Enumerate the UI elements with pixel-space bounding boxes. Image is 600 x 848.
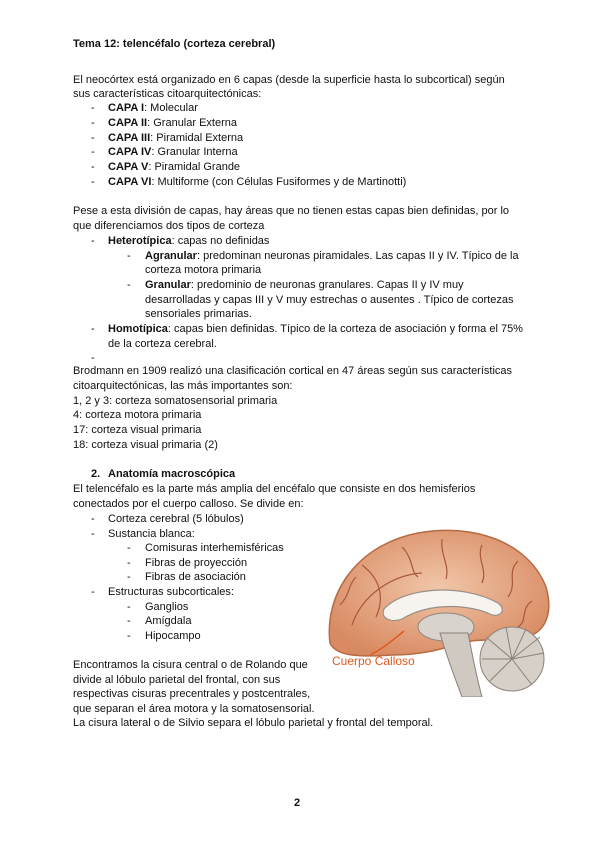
figure-label: Cuerpo Calloso [332, 654, 415, 668]
list-bullet: - [91, 235, 95, 247]
brodmann-area: 18: corteza visual primaria (2) [73, 439, 218, 451]
list-item: CAPA II: Granular Externa [108, 117, 237, 129]
list-item: Hipocampo [145, 630, 201, 642]
granular-line-3: sensoriales primarias. [145, 308, 252, 320]
list-item: CAPA V: Piramidal Grande [108, 161, 241, 173]
list-bullet: - [91, 176, 95, 188]
empty-bullet: - [91, 352, 95, 364]
list-bullet: - [91, 132, 95, 144]
rolando-line: La cisura lateral o de Silvio separa el lóbulo parietal y frontal del temporal. [73, 717, 434, 729]
list-bullet: - [127, 542, 131, 554]
heterotipica-item: Heterotípica: capas no definidas [108, 235, 270, 247]
list-item: Fibras de proyección [145, 557, 248, 569]
section2-line-2: conectados por el cuerpo calloso. Se divide en: [73, 498, 304, 510]
agranular-item: Agranular: predominan neuronas piramidales. Las capas II y IV. Típico de la [145, 250, 519, 262]
list-item: Corteza cerebral (5 lóbulos) [108, 513, 244, 525]
section-heading: Anatomía macroscópica [108, 468, 236, 480]
list-bullet: - [127, 571, 131, 583]
brodmann-area: 17: corteza visual primaria [73, 424, 202, 436]
list-bullet: - [127, 630, 131, 642]
intro-line-1: El neocórtex está organizado en 6 capas (desde la superficie hasta lo subcortical) según [73, 74, 505, 86]
list-item: Fibras de asociación [145, 571, 246, 583]
brodmann-line-2: citoarquitectónicas, las más importantes son: [73, 380, 293, 392]
list-bullet: - [127, 601, 131, 613]
list-item: Amígdala [145, 615, 192, 627]
granular-item: Granular: predominio de neuronas granulares. Capas II y IV muy [145, 279, 464, 291]
list-bullet: - [127, 557, 131, 569]
list-bullet: - [91, 528, 95, 540]
page-title: Tema 12: telencéfalo (corteza cerebral) [73, 38, 276, 50]
homotipica-line-2: de la corteza cerebral. [108, 338, 217, 350]
list-item: Ganglios [145, 601, 189, 613]
list-item: Sustancia blanca: [108, 528, 195, 540]
page-number: 2 [294, 797, 301, 809]
list-bullet: - [91, 161, 95, 173]
rolando-line: Encontramos la cisura central o de Rolando que [73, 659, 308, 671]
rolando-line: respectivas cisuras precentrales y postcentrales, [73, 688, 311, 700]
granular-line-2: desarrolladas y capas III y V muy estrechas o ausentes . Típico de cortezas [145, 294, 514, 306]
rolando-line: divide al lóbulo parietal del frontal, con sus [73, 674, 281, 686]
list-bullet: - [127, 615, 131, 627]
list-item: CAPA III: Piramidal Externa [108, 132, 244, 144]
intro-line-2: sus características citoarquitectónicas: [73, 88, 262, 100]
brodmann-line-1: Brodmann en 1909 realizó una clasificación cortical en 47 áreas según sus características [73, 365, 513, 377]
section2-line-1: El telencéfalo es la parte más amplia del encéfalo que consiste en dos hemisferios [73, 483, 476, 495]
list-item: CAPA IV: Granular Interna [108, 146, 238, 158]
list-bullet: - [91, 117, 95, 129]
brodmann-area: 4: corteza motora primaria [73, 409, 202, 421]
list-bullet: - [127, 279, 131, 291]
list-bullet: - [91, 513, 95, 525]
list-bullet: - [91, 323, 95, 335]
list-bullet: - [91, 102, 95, 114]
list-item: CAPA I: Molecular [108, 102, 198, 114]
areas-intro-line-1: Pese a esta división de capas, hay áreas que no tienen estas capas bien definidas, por lo [73, 205, 510, 217]
areas-intro-line-2: que diferenciamos dos tipos de corteza [73, 220, 265, 232]
list-item: Estructuras subcorticales: [108, 586, 234, 598]
agranular-line-2: corteza motora primaria [145, 264, 262, 276]
homotipica-item: Homotípica: capas bien definidas. Típico de la corteza de asociación y forma el 75% [108, 323, 523, 335]
list-bullet: - [127, 250, 131, 262]
list-item: CAPA VI: Multiforme (con Células Fusiformes y de Martinotti) [108, 176, 407, 188]
list-item: Comisuras interhemisféricas [145, 542, 284, 554]
brodmann-area: 1, 2 y 3: corteza somatosensorial primaria [73, 395, 278, 407]
section-number: 2. [91, 468, 101, 480]
rolando-line: que separan el área motora y la somatosensorial. [73, 703, 315, 715]
list-bullet: - [91, 146, 95, 158]
list-bullet: - [91, 586, 95, 598]
brain-sagittal-illustration [322, 525, 554, 697]
